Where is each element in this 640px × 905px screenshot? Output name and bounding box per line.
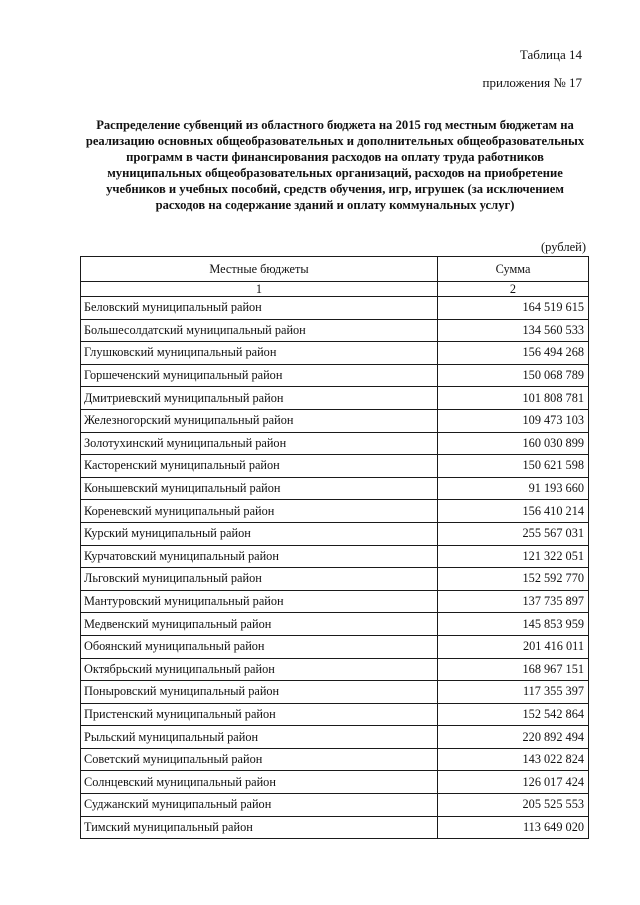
amount-cell: 137 735 897 (438, 590, 589, 613)
table-body (81, 257, 589, 839)
table-row (81, 635, 589, 658)
column-header-budgets: Местные бюджеты (81, 257, 438, 282)
table-row (81, 342, 589, 365)
amount-cell: 91 193 660 (438, 477, 589, 500)
budget-name-cell: Курский муниципальный район (81, 522, 438, 545)
budget-name-cell: Обоянский муниципальный район (81, 635, 438, 658)
amount-cell: 156 494 268 (438, 342, 589, 365)
budget-name-cell: Рыльский муниципальный район (81, 726, 438, 749)
unit-label: (рублей) (540, 240, 586, 254)
column-number-1: 1 (81, 282, 438, 297)
budget-name-cell: Солнцевский муниципальный район (81, 771, 438, 794)
table-row (81, 568, 589, 591)
table-header-row (81, 257, 589, 282)
document-title: Распределение субвенций из областного бюджета на 2015 год местным бюджетам на реализацию основных общеобразовательных и дополнительных общеобразовательных программ в части финансирования расходов на оплату труда работников муниципальных общеобразовательных организаций, расходов на приобретение учебников и учебных пособий, средств обучения, игр, игрушек (за исключением расходов на содержание зданий и оплату коммунальных услуг) (85, 118, 585, 212)
budget-name-cell: Касторенский муниципальный район (81, 455, 438, 478)
budget-name-cell: Конышевский муниципальный район (81, 477, 438, 500)
table-row (81, 703, 589, 726)
amount-cell: 113 649 020 (438, 816, 589, 839)
amount-cell: 121 322 051 (438, 545, 589, 568)
budget-name-cell: Льговский муниципальный район (81, 568, 438, 591)
amount-cell: 134 560 533 (438, 319, 589, 342)
table-row (81, 613, 589, 636)
table-row (81, 748, 589, 771)
table-row (81, 545, 589, 568)
table-row (81, 455, 589, 478)
column-number-2: 2 (438, 282, 589, 297)
amount-cell: 145 853 959 (438, 613, 589, 636)
amount-cell: 126 017 424 (438, 771, 589, 794)
budget-name-cell: Мантуровский муниципальный район (81, 590, 438, 613)
amount-cell: 101 808 781 (438, 387, 589, 410)
budget-name-cell: Железногорский муниципальный район (81, 409, 438, 432)
table-row (81, 409, 589, 432)
budget-name-cell: Советский муниципальный район (81, 748, 438, 771)
budget-name-cell: Поныровский муниципальный район (81, 681, 438, 704)
budget-name-cell: Тимский муниципальный район (81, 816, 438, 839)
budget-name-cell: Большесолдатский муниципальный район (81, 319, 438, 342)
table-row (81, 658, 589, 681)
table-row (81, 500, 589, 523)
amount-cell: 201 416 011 (438, 635, 589, 658)
column-number-row (81, 282, 589, 297)
table-row (81, 432, 589, 455)
table-row (81, 477, 589, 500)
table-row (81, 726, 589, 749)
budget-name-cell: Глушковский муниципальный район (81, 342, 438, 365)
table-row (81, 794, 589, 817)
table-row (81, 364, 589, 387)
amount-cell: 152 592 770 (438, 568, 589, 591)
amount-cell: 160 030 899 (438, 432, 589, 455)
column-header-amount: Сумма (438, 257, 589, 282)
amount-cell: 143 022 824 (438, 748, 589, 771)
table-number-label: Таблица 14 (519, 47, 582, 62)
table-row (81, 522, 589, 545)
budget-name-cell: Беловский муниципальный район (81, 297, 438, 320)
amount-cell: 117 355 397 (438, 681, 589, 704)
budget-name-cell: Октябрьский муниципальный район (81, 658, 438, 681)
amount-cell: 205 525 553 (438, 794, 589, 817)
amount-cell: 220 892 494 (438, 726, 589, 749)
amount-cell: 109 473 103 (438, 409, 589, 432)
amount-cell: 255 567 031 (438, 522, 589, 545)
table-row (81, 771, 589, 794)
budget-name-cell: Горшеченский муниципальный район (81, 364, 438, 387)
amount-cell: 150 621 598 (438, 455, 589, 478)
budget-name-cell: Золотухинский муниципальный район (81, 432, 438, 455)
amount-cell: 164 519 615 (438, 297, 589, 320)
budget-name-cell: Курчатовский муниципальный район (81, 545, 438, 568)
table-row (81, 387, 589, 410)
amount-cell: 168 967 151 (438, 658, 589, 681)
amount-cell: 150 068 789 (438, 364, 589, 387)
budget-name-cell: Кореневский муниципальный район (81, 500, 438, 523)
budget-table (80, 256, 589, 839)
table-row (81, 816, 589, 839)
table-row (81, 319, 589, 342)
budget-name-cell: Медвенский муниципальный район (81, 613, 438, 636)
budget-name-cell: Дмитриевский муниципальный район (81, 387, 438, 410)
budget-name-cell: Пристенский муниципальный район (81, 703, 438, 726)
amount-cell: 152 542 864 (438, 703, 589, 726)
budget-name-cell: Суджанский муниципальный район (81, 794, 438, 817)
table-row (81, 590, 589, 613)
appendix-label: приложения № 17 (482, 75, 582, 90)
amount-cell: 156 410 214 (438, 500, 589, 523)
table-row (81, 681, 589, 704)
table-row (81, 297, 589, 320)
